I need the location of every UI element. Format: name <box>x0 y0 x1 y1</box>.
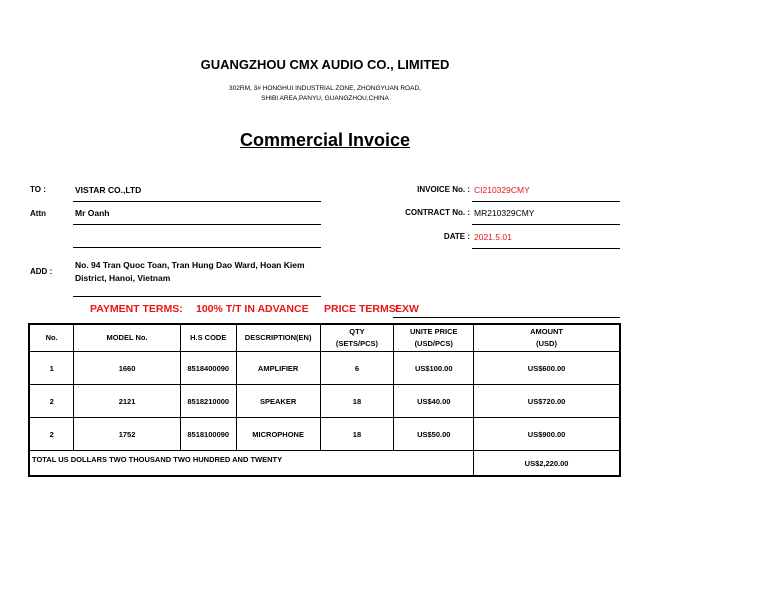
cell-hs-code: 8518210000 <box>180 385 236 418</box>
attn-underline <box>73 224 321 225</box>
cell-qty: 6 <box>320 352 394 385</box>
cell-description: MICROPHONE <box>236 418 320 451</box>
header-price-line1: UNITE PRICE <box>409 327 458 336</box>
payment-terms-value: 100% T/T IN ADVANCE <box>196 303 309 315</box>
add-value-line1: No. 94 Tran Quoc Toan, Tran Hung Dao Ward, Hoan Kiem <box>75 260 305 270</box>
contract-underline <box>472 224 620 225</box>
cell-no: 2 <box>29 418 74 451</box>
cell-unit-price: US$50.00 <box>394 418 474 451</box>
header-no: No. <box>29 324 74 352</box>
total-amount: US$2,220.00 <box>474 451 620 477</box>
cell-description: AMPLIFIER <box>236 352 320 385</box>
attn-label: Attn <box>30 209 46 218</box>
to-value: VISTAR CO.,LTD <box>75 185 142 195</box>
cell-no: 1 <box>29 352 74 385</box>
document-title <box>0 130 650 151</box>
company-name: GUANGZHOU CMX AUDIO CO., LIMITED <box>200 57 450 72</box>
cell-unit-price: US$40.00 <box>394 385 474 418</box>
price-terms-value: EXW <box>395 303 419 315</box>
price-terms-underline <box>393 317 620 318</box>
header-amount-line1: AMOUNT <box>530 327 564 336</box>
date-value: 2021.5.01 <box>474 232 512 242</box>
total-label: TOTAL US DOLLARS TWO THOUSAND TWO HUNDRED AND TWENTY <box>29 451 474 477</box>
cell-no: 2 <box>29 385 74 418</box>
cell-model: 1660 <box>74 352 180 385</box>
header-unit-price <box>394 324 474 352</box>
add-value-line2: District, Hanoi, Vietnam <box>75 273 171 283</box>
company-address-line1: 302RM, 3# HONGHUI INDUSTRIAL ZONE, ZHONGYUAN ROAD, <box>229 85 421 92</box>
total-row <box>29 451 620 477</box>
header-hs-code: H.S CODE <box>180 324 236 352</box>
attn-value: Mr Oanh <box>75 208 110 218</box>
add-underline <box>73 296 321 297</box>
table-header-row <box>29 324 620 352</box>
date-label: DATE : <box>443 232 470 241</box>
table-row <box>29 418 620 451</box>
cell-amount: US$720.00 <box>474 385 620 418</box>
cell-amount: US$900.00 <box>474 418 620 451</box>
contract-no-value: MR210329CMY <box>474 208 535 218</box>
cell-hs-code: 8518100090 <box>180 418 236 451</box>
header-amount <box>474 324 620 352</box>
header-description: DESCRIPTION(EN) <box>236 324 320 352</box>
cell-amount: US$600.00 <box>474 352 620 385</box>
cell-description: SPEAKER <box>236 385 320 418</box>
table-row <box>29 352 620 385</box>
cell-qty: 18 <box>320 418 394 451</box>
items-table <box>28 323 621 477</box>
blank-underline <box>73 247 321 248</box>
cell-hs-code: 8518400090 <box>180 352 236 385</box>
invoice-no-label: INVOICE No. : <box>417 185 470 194</box>
price-terms-label: PRICE TERMS: <box>324 303 400 315</box>
header-price-line2: (USD/PCS) <box>414 339 453 348</box>
header-qty <box>320 324 394 352</box>
table-row <box>29 385 620 418</box>
cell-model: 1752 <box>74 418 180 451</box>
invoice-no-value: CI210329CMY <box>474 185 530 195</box>
to-label: TO : <box>30 185 46 194</box>
add-label: ADD : <box>30 267 53 276</box>
header-model: MODEL No. <box>74 324 180 352</box>
to-underline <box>73 201 321 202</box>
date-underline <box>472 248 620 249</box>
contract-no-label: CONTRACT No. : <box>405 208 470 217</box>
cell-qty: 18 <box>320 385 394 418</box>
document-title-text: Commercial Invoice <box>239 130 411 150</box>
header-qty-line2: (SETS/PCS) <box>335 339 379 348</box>
header-amount-line2: (USD) <box>536 339 557 348</box>
cell-model: 2121 <box>74 385 180 418</box>
invoice-underline <box>472 201 620 202</box>
header-qty-line1: QTY <box>349 327 365 336</box>
company-address-line2: SHIBI AREA,PANYU, GUANGZHOU,CHINA <box>261 95 389 102</box>
payment-terms-label: PAYMENT TERMS: <box>90 303 183 315</box>
cell-unit-price: US$100.00 <box>394 352 474 385</box>
